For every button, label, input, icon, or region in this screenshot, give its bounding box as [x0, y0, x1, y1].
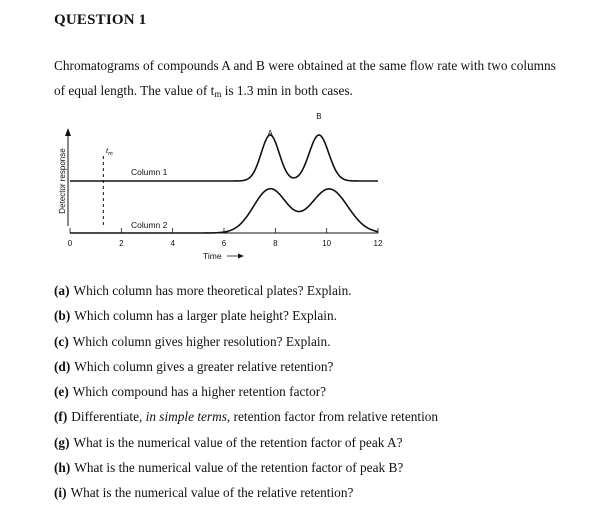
x-tick-label: 8 [273, 239, 278, 248]
question-h-text: What is the numerical value of the retention factor of peak B? [74, 460, 404, 476]
question-a [54, 282, 438, 307]
question-b [54, 307, 438, 332]
question-a-text: Which column has more theoretical plates? Explain. [73, 283, 352, 298]
question-h [54, 459, 438, 484]
column-1-label: Column 1 [131, 167, 168, 177]
x-tick-label: 12 [373, 239, 383, 248]
x-tick-label: 6 [221, 239, 227, 248]
chromatogram-chart [56, 108, 386, 268]
x-tick-label: 10 [322, 239, 332, 248]
question-f-text-1: Differentiate, [71, 409, 146, 425]
question-c-label: (c) [54, 333, 69, 349]
x-tick-label: 2 [119, 239, 124, 248]
tm-label-t: t [106, 146, 109, 155]
question-i-label: (i) [54, 485, 67, 501]
question-d [54, 358, 438, 383]
question-d-text: Which column gives a greater relative retention? [74, 358, 334, 374]
question-e-text: Which compound has a higher retention factor? [72, 384, 327, 400]
peak-label-b: B [316, 112, 322, 121]
column-1-trace [70, 135, 378, 181]
question-list [54, 282, 438, 510]
tm-label [106, 146, 113, 157]
y-axis-label: Detector response [58, 148, 67, 214]
question-f [54, 408, 438, 433]
question-e [54, 383, 438, 408]
peak-label-a: A [267, 129, 273, 138]
x-tick-label: 0 [67, 239, 73, 248]
question-i-text: What is the numerical value of the relative retention? [70, 485, 354, 501]
intro-text-1: Chromatograms of compounds A and B were obtained at the same flow rate with two columns of equal length. The value of t [54, 58, 556, 98]
question-d-label: (d) [54, 358, 71, 374]
x-axis-arrow [238, 254, 244, 259]
intro-text-2: is 1.3 min in both cases. [221, 83, 353, 98]
x-tick-label: 4 [170, 239, 175, 248]
question-g [54, 434, 438, 459]
question-c-text: Which column gives higher resolution? Explain. [72, 333, 331, 349]
question-f-label: (f) [54, 409, 68, 425]
intro-paragraph [54, 53, 564, 103]
question-h-label: (h) [54, 460, 71, 476]
column-2-label: Column 2 [131, 220, 168, 230]
question-heading: QUESTION 1 [54, 12, 147, 28]
question-f-italic: in simple terms [145, 409, 227, 425]
question-b-label: (b) [54, 308, 71, 324]
x-axis-label: Time [203, 251, 222, 261]
intro-tm-subscript: m [214, 89, 222, 99]
question-i [54, 484, 438, 509]
question-a-label: (a) [54, 283, 70, 298]
tm-label-sub: m [108, 151, 113, 157]
question-f-text-2: , retention factor from relative retention [226, 409, 439, 425]
column-2-trace [70, 189, 378, 233]
question-e-label: (e) [54, 384, 69, 400]
question-b-text: Which column has a larger plate height? Explain. [74, 308, 337, 324]
question-c [54, 333, 438, 358]
question-g-text: What is the numerical value of the retention factor of peak A? [73, 434, 403, 450]
question-g-label: (g) [54, 434, 70, 450]
y-axis-arrow [65, 128, 71, 136]
